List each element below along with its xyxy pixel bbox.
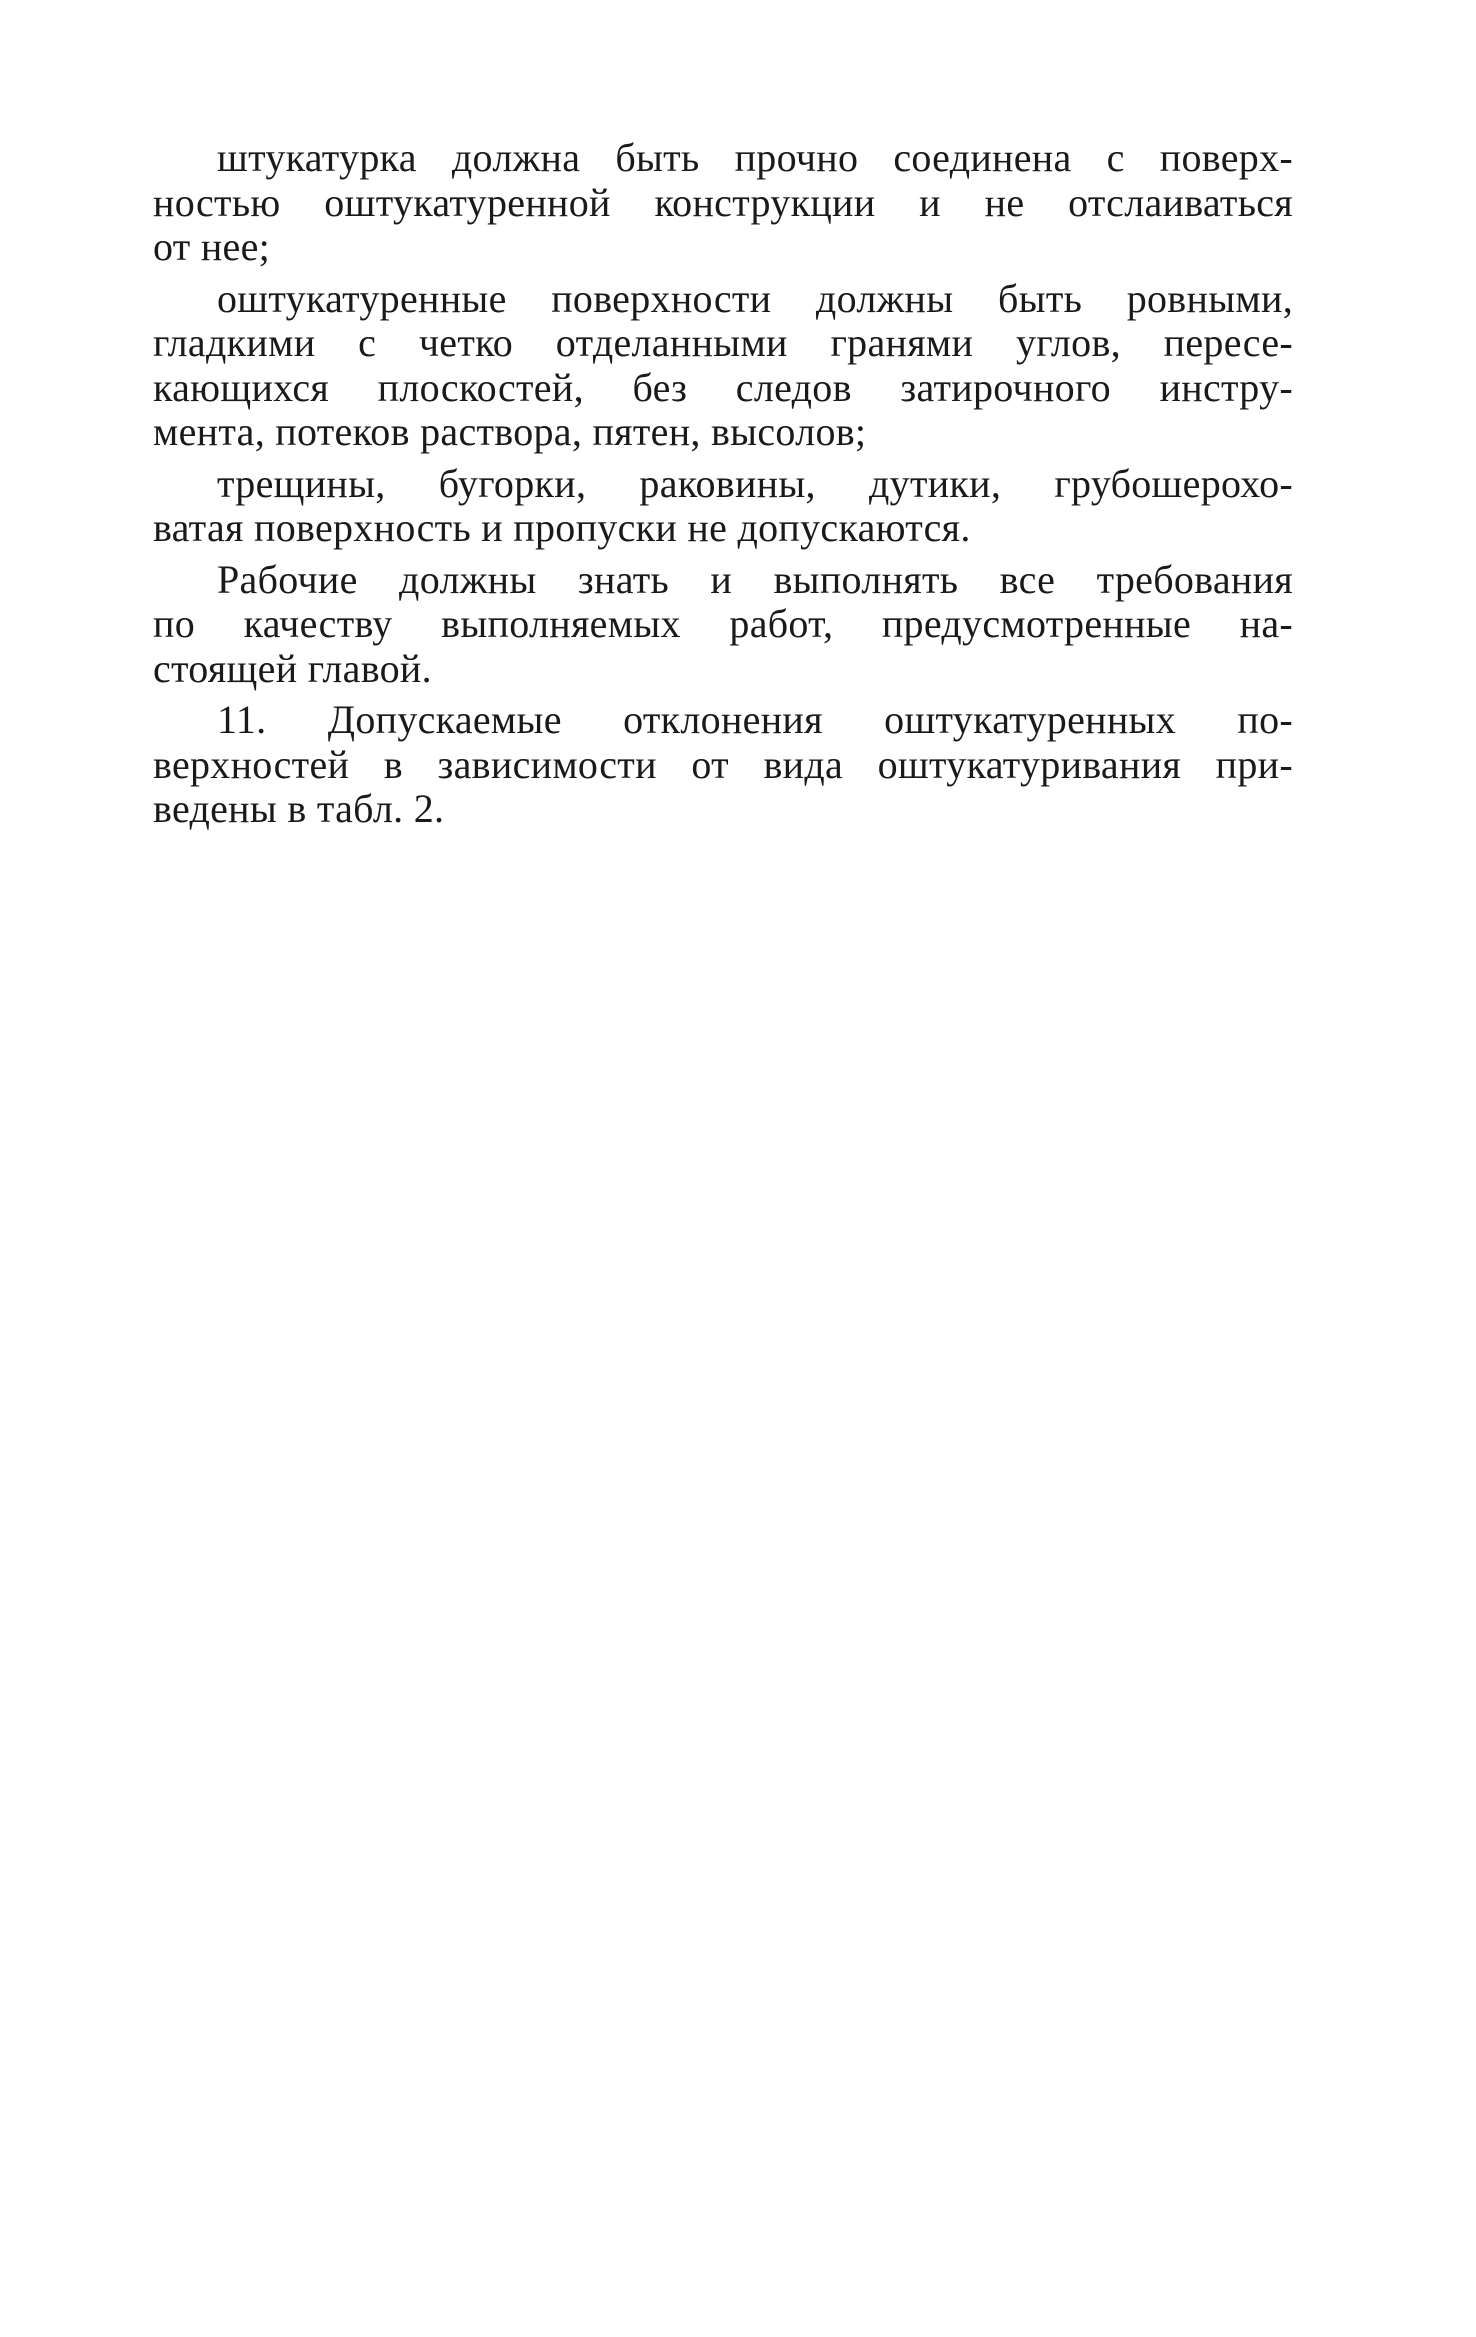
text-line: ведены в табл. 2. — [153, 786, 445, 831]
paragraph-clause-11 — [153, 698, 1293, 832]
text-line: Рабочие должны знать и выполнять все требования — [217, 556, 1293, 602]
body-text — [153, 136, 1293, 839]
text-line: мента, потеков раствора, пятен, высолов; — [153, 409, 867, 454]
text-line: кающихся плоскостей, без следов затирочного инстру- — [153, 364, 1293, 410]
paragraph-workers-requirements — [153, 558, 1293, 692]
paragraph-adhesion — [153, 136, 1293, 270]
text-line: штукатурка должна быть прочно соединена с поверх- — [217, 135, 1293, 180]
text-line: по качеству выполняемых работ, предусмотренные на- — [153, 601, 1293, 646]
text-line: гладкими с четко отделанными гранями углов, пересе- — [153, 320, 1293, 365]
text-line: 11. Допускаемые отклонения оштукатуренных по- — [217, 697, 1293, 742]
text-line: трещины, бугорки, раковины, дутики, грубошерохо- — [217, 460, 1293, 506]
text-line: ватая поверхность и пропуски не допускаются. — [153, 505, 971, 550]
text-line: оштукатуренные поверхности должны быть ровными, — [217, 275, 1293, 321]
text-line: ностью оштукатуренной конструкции и не отслаиваться — [153, 179, 1293, 225]
paragraph-defects — [153, 462, 1293, 551]
paragraph-surface-quality — [153, 277, 1293, 455]
text-line: стоящей главой. — [153, 645, 432, 691]
text-line: верхностей в зависимости от вида оштукатуривания при- — [153, 741, 1293, 787]
text-line: от нее; — [153, 224, 271, 269]
